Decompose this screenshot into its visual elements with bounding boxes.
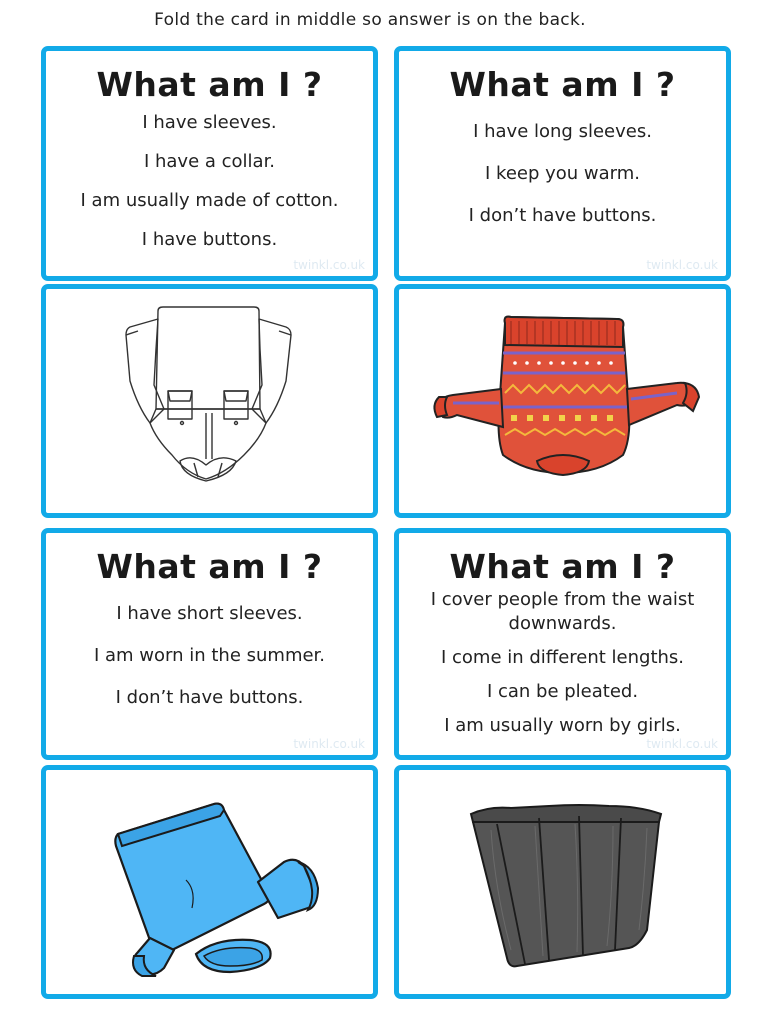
clue-card-4 xyxy=(394,528,731,760)
clue-item: I keep you warm. xyxy=(485,163,640,184)
card-title: What am I ? xyxy=(449,65,676,104)
answer-card-3 xyxy=(41,765,378,999)
clue-item: I have buttons. xyxy=(141,229,278,250)
clue-item: I can be pleated. xyxy=(486,681,639,702)
clue-list xyxy=(46,110,373,266)
clue-card-3 xyxy=(41,528,378,760)
clue-item: I don’t have buttons. xyxy=(115,687,304,708)
card-title: What am I ? xyxy=(96,547,323,586)
watermark: twinkl.co.uk xyxy=(293,258,365,272)
clue-list xyxy=(46,600,373,726)
card-title: What am I ? xyxy=(96,65,323,104)
watermark: twinkl.co.uk xyxy=(646,258,718,272)
clue-item: I have sleeves. xyxy=(142,112,277,133)
clue-item: I am usually worn by girls. xyxy=(444,715,681,736)
watermark: twinkl.co.uk xyxy=(293,737,365,751)
clue-item: I am worn in the summer. xyxy=(93,645,326,666)
clue-item: I come in different lengths. xyxy=(440,647,685,668)
clue-item: I cover people from the waist downwards. xyxy=(430,589,695,634)
clue-item: I have a collar. xyxy=(143,151,276,172)
t-shirt-icon xyxy=(46,770,373,994)
clue-card-2 xyxy=(394,46,731,281)
watermark: twinkl.co.uk xyxy=(646,737,718,751)
clue-item: I don’t have buttons. xyxy=(468,205,657,226)
clue-card-1 xyxy=(41,46,378,281)
shirt-outline-icon xyxy=(46,289,373,513)
card-title: What am I ? xyxy=(449,547,676,586)
clue-list xyxy=(399,118,726,244)
clue-item: I am usually made of cotton. xyxy=(80,190,339,211)
answer-card-1 xyxy=(41,284,378,518)
clue-item: I have long sleeves. xyxy=(473,121,652,142)
instruction-text: Fold the card in middle so answer is on the back. xyxy=(154,10,586,30)
answer-card-4 xyxy=(394,765,731,999)
clue-item: I have short sleeves. xyxy=(116,603,303,624)
jumper-icon xyxy=(399,289,726,513)
skirt-icon xyxy=(399,770,726,994)
clue-list xyxy=(399,588,726,738)
answer-card-2 xyxy=(394,284,731,518)
